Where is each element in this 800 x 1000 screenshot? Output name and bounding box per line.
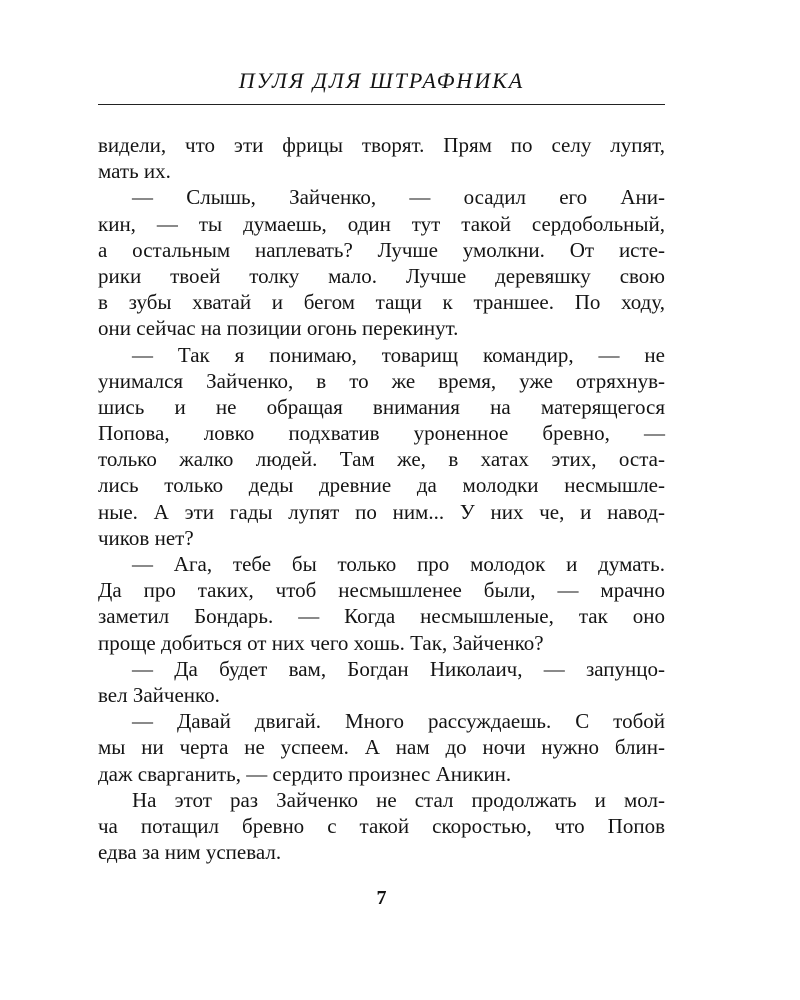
text-line: в зубы хватай и бегом тащи к траншее. По ходу, [98, 290, 665, 315]
text-line: — Слышь, Зайченко, — осадил его Ани- [132, 185, 665, 210]
text-line: Да про таких, чтоб несмышленее были, — мрачно [98, 578, 665, 603]
text-line: кин, — ты думаешь, один тут такой сердобольный, [98, 211, 665, 236]
text-line: а остальным наплевать? Лучше умолкни. От исте- [98, 237, 665, 262]
text-line: чиков нет? [98, 525, 194, 550]
text-line: вел Зайченко. [98, 682, 220, 707]
text-line: шись и не обращая внимания на матерящегося [98, 394, 665, 419]
text-line: — Да будет вам, Богдан Николаич, — запунцо- [132, 656, 665, 681]
text-line: — Так я понимаю, товарищ командир, — не [132, 342, 665, 367]
text-line: Попова, ловко подхватив уроненное бревно, — [98, 421, 665, 446]
text-line: ча потащил бревно с такой скоростью, что Попов [98, 813, 665, 838]
text-line: видели, что эти фрицы творят. Прям по селу лупят, [98, 133, 665, 157]
text-line: они сейчас на позиции огонь перекинут. [98, 316, 459, 341]
text-line: — Ага, тебе бы только про молодок и думать. [132, 552, 665, 576]
header-rule [98, 104, 665, 105]
text-line: мать их. [98, 159, 171, 184]
text-line: лись только деды древние да молодки несмышле- [98, 473, 665, 498]
text-line: только жалко людей. Там же, в хатах этих, оста- [98, 447, 665, 472]
text-line: ные. А эти гады лупят по ним... У них че, и навод- [98, 499, 665, 524]
body-text [98, 132, 665, 865]
text-line: — Давай двигай. Много рассуждаешь. С тобой [132, 709, 665, 734]
text-line: даж сварганить, — сердито произнес Аникин. [98, 761, 512, 786]
running-head-title: ПУЛЯ ДЛЯ ШТРАФНИКА [238, 68, 525, 93]
text-line: рики твоей толку мало. Лучше деревяшку свою [98, 263, 665, 288]
text-line: заметил Бондарь. — Когда несмышленые, так оно [98, 604, 665, 629]
text-line: унимался Зайченко, в то же время, уже отряхнув- [98, 368, 665, 393]
text-line: На этот раз Зайченко не стал продолжать и мол- [132, 787, 665, 812]
text-line: мы ни черта не успеем. А нам до ночи нужно блин- [98, 735, 665, 760]
text-line: едва за ним успевал. [98, 840, 282, 865]
text-line: проще добиться от них чего хошь. Так, Зайченко? [98, 630, 544, 655]
page-number: 7 [376, 887, 387, 909]
